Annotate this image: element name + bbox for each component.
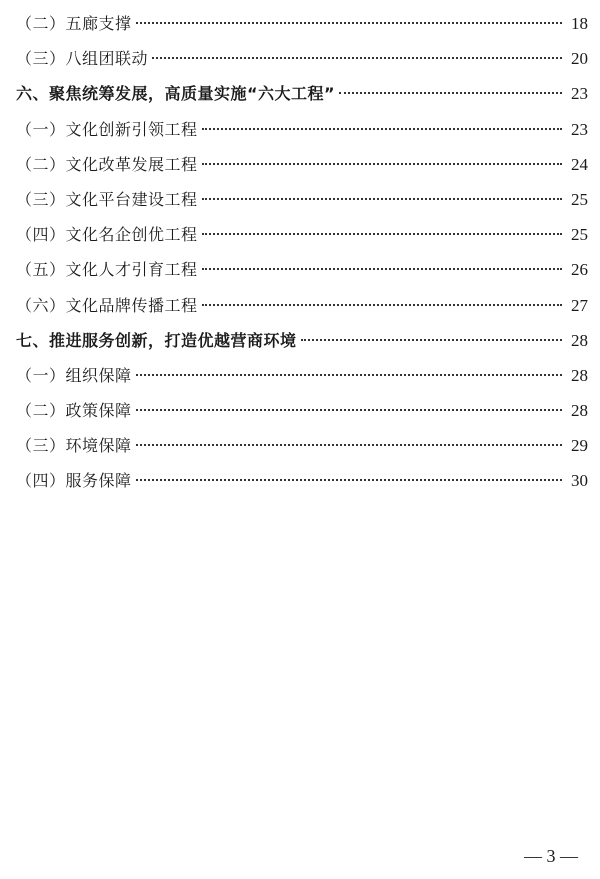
toc-entry-page: 27 bbox=[571, 295, 588, 315]
toc-leader-dots bbox=[202, 128, 562, 130]
toc-entry-page: 28 bbox=[571, 365, 588, 385]
toc-entry-page: 23 bbox=[571, 84, 588, 104]
toc-entry-page: 20 bbox=[571, 49, 588, 69]
toc-entry[interactable] bbox=[16, 147, 588, 182]
toc-leader-dots bbox=[202, 163, 562, 165]
toc-entry-page: 25 bbox=[571, 225, 588, 245]
toc-leader-dots bbox=[136, 374, 562, 376]
toc-entry[interactable] bbox=[16, 393, 588, 428]
toc-entry-title: （六）文化品牌传播工程 bbox=[16, 295, 198, 315]
toc-leader-dots bbox=[136, 479, 562, 481]
toc-entry-title: （二）文化改革发展工程 bbox=[16, 154, 198, 174]
toc-entry[interactable] bbox=[16, 428, 588, 463]
toc-chapter-entry[interactable] bbox=[16, 76, 588, 111]
toc-leader-dots bbox=[202, 198, 562, 200]
toc-leader-dots bbox=[202, 304, 562, 306]
toc-entry-title: （三）环境保障 bbox=[16, 436, 132, 456]
toc-entry-page: 23 bbox=[571, 119, 588, 139]
toc-entry[interactable] bbox=[16, 112, 588, 147]
toc-entry-title: 七、推进服务创新，打造优越营商环境 bbox=[16, 330, 297, 350]
toc-entry-page: 25 bbox=[571, 189, 588, 209]
toc-entry-title: （四）文化名企创优工程 bbox=[16, 225, 198, 245]
toc-entry-title: （三）文化平台建设工程 bbox=[16, 189, 198, 209]
toc-entry-page: 18 bbox=[571, 14, 588, 33]
toc-entry[interactable] bbox=[16, 463, 588, 498]
toc-chapter-entry[interactable] bbox=[16, 323, 588, 358]
toc-leader-dots bbox=[202, 268, 562, 270]
toc-entry-title: （三）八组团联动 bbox=[16, 49, 149, 69]
toc-leader-dots bbox=[152, 57, 562, 59]
toc-entry[interactable] bbox=[16, 182, 588, 217]
toc-entry[interactable] bbox=[16, 252, 588, 287]
toc-entry-title: （四）服务保障 bbox=[16, 471, 132, 491]
toc-leader-dots bbox=[202, 233, 562, 235]
toc-entry-page: 28 bbox=[571, 330, 588, 350]
toc-entry-page: 24 bbox=[571, 154, 588, 174]
toc-entry[interactable] bbox=[16, 358, 588, 393]
toc-leader-dots bbox=[136, 22, 562, 24]
toc-entry[interactable] bbox=[16, 41, 588, 76]
table-of-contents bbox=[16, 6, 588, 499]
toc-leader-dots bbox=[301, 339, 562, 341]
toc-entry-title: （一）文化创新引领工程 bbox=[16, 119, 198, 139]
toc-leader-dots bbox=[136, 409, 562, 411]
toc-entry-title: （二）五廊支撑 bbox=[16, 14, 132, 33]
toc-entry-page: 28 bbox=[571, 401, 588, 421]
toc-leader-dots bbox=[339, 92, 562, 94]
toc-entry-title: （五）文化人才引育工程 bbox=[16, 260, 198, 280]
toc-leader-dots bbox=[136, 444, 562, 446]
page-number: — 3 — bbox=[524, 846, 578, 866]
toc-entry[interactable] bbox=[16, 217, 588, 252]
toc-entry-page: 26 bbox=[571, 260, 588, 280]
toc-entry-title: 六、聚焦统筹发展，高质量实施“六大工程” bbox=[16, 84, 336, 104]
toc-entry-page: 29 bbox=[571, 436, 588, 456]
toc-entry[interactable] bbox=[16, 6, 588, 41]
toc-entry-title: （一）组织保障 bbox=[16, 365, 132, 385]
toc-entry[interactable] bbox=[16, 288, 588, 323]
toc-entry-page: 30 bbox=[571, 471, 588, 491]
toc-entry-title: （二）政策保障 bbox=[16, 401, 132, 421]
